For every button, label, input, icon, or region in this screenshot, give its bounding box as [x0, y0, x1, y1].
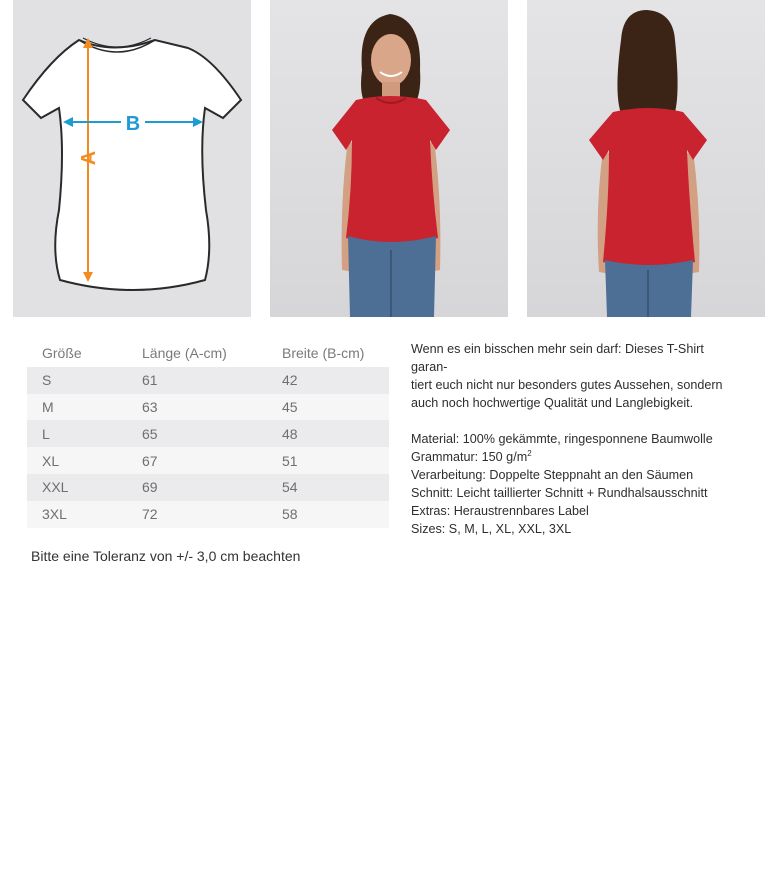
- tolerance-note: Bitte eine Toleranz von +/- 3,0 cm beachten: [31, 548, 301, 564]
- header-size: Größe: [42, 345, 82, 362]
- width-cell: 54: [282, 479, 298, 496]
- shirt-outline-diagram: [13, 0, 251, 317]
- size-cell: 3XL: [42, 506, 67, 523]
- length-cell: 65: [142, 425, 158, 442]
- table-row: [27, 394, 389, 421]
- shirt-outline: [23, 40, 241, 290]
- label-b: B: [125, 113, 141, 135]
- table-row: [27, 420, 389, 447]
- product-description: [411, 340, 741, 538]
- size-table: [27, 340, 389, 528]
- size-cell: XXL: [42, 479, 69, 496]
- size-cell: L: [42, 425, 50, 442]
- verarbeitung-spec: Verarbeitung: Doppelte Steppnaht an den Säumen: [411, 468, 694, 482]
- front-photo: [270, 0, 508, 317]
- length-cell: 69: [142, 479, 158, 496]
- size-cell: M: [42, 398, 54, 415]
- intro-line-1: Wenn es ein bisschen mehr sein darf: Dieses T-Shirt garan-: [411, 342, 704, 374]
- width-cell: 45: [282, 398, 298, 415]
- length-cell: 63: [142, 398, 158, 415]
- sizes-spec: Sizes: S, M, L, XL, XXL, 3XL: [411, 522, 572, 536]
- width-cell: 58: [282, 506, 298, 523]
- width-cell: 42: [282, 372, 298, 389]
- intro-line-2: tiert euch nicht nur besonders gutes Aussehen, sondern: [411, 378, 723, 392]
- size-cell: S: [42, 372, 52, 389]
- header-length: Länge (A-cm): [142, 345, 227, 362]
- material-spec: Material: 100% gekämmte, ringesponnene Baumwolle: [411, 432, 713, 446]
- label-a: A: [78, 150, 100, 166]
- table-row: [27, 474, 389, 501]
- model-back-image: [527, 0, 765, 317]
- size-table-header: [27, 340, 389, 367]
- length-cell: 61: [142, 372, 158, 389]
- length-cell: 72: [142, 506, 158, 523]
- length-cell: 67: [142, 452, 158, 469]
- schnitt-spec: Schnitt: Leicht taillierter Schnitt + Rundhalsausschnitt: [411, 486, 708, 500]
- grammatur-spec: Grammatur: 150 $g/m^2$: [411, 448, 532, 464]
- size-diagram: [13, 0, 251, 317]
- model-front-image: [270, 0, 508, 317]
- size-cell: XL: [42, 452, 60, 469]
- intro-line-3: auch noch hochwertige Qualität und Langlebigkeit.: [411, 396, 694, 410]
- width-cell: 48: [282, 425, 298, 442]
- table-row: [27, 367, 389, 394]
- table-row: [27, 501, 389, 528]
- table-row: [27, 447, 389, 474]
- width-cell: 51: [282, 452, 298, 469]
- extras-spec: Extras: Heraustrennbares Label: [411, 504, 589, 518]
- header-width: Breite (B-cm): [282, 345, 365, 362]
- back-photo: [527, 0, 765, 317]
